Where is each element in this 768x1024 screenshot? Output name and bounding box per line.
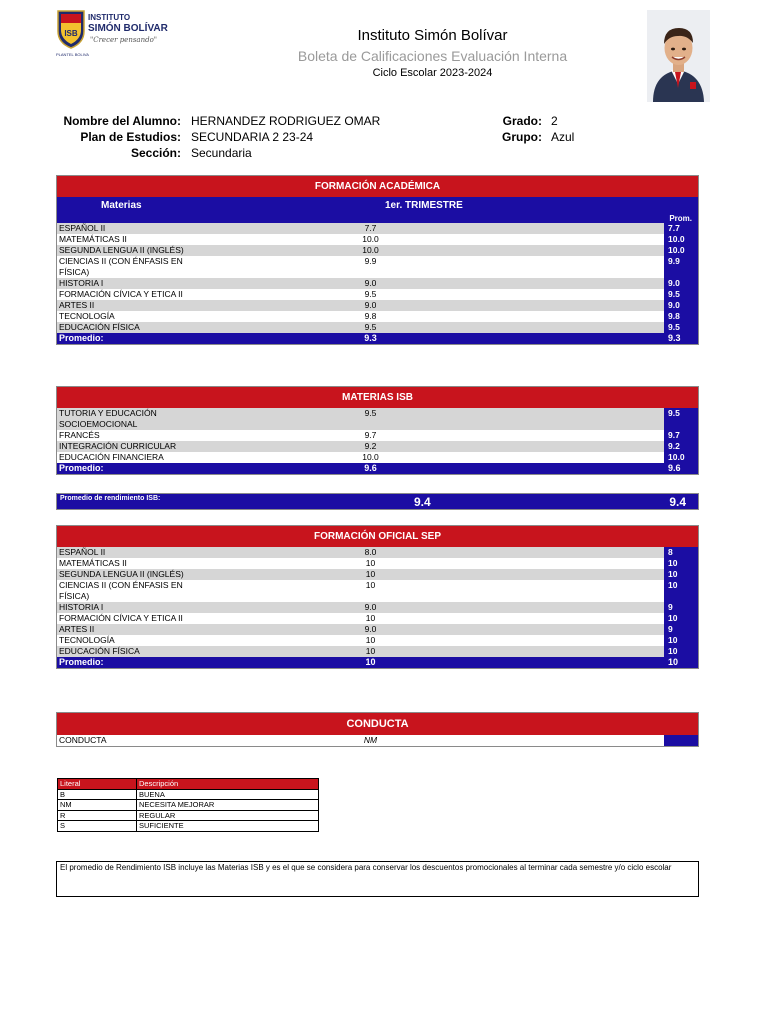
subject-average: 10 — [664, 613, 698, 624]
subject-name: HISTORIA I — [57, 278, 187, 289]
table-row — [57, 408, 698, 430]
subject-grade: 9.9 — [187, 256, 664, 278]
student-photo-drawing — [647, 10, 710, 102]
legend-row — [58, 800, 319, 811]
sep-rows — [57, 547, 698, 657]
average-prom: 9.3 — [664, 333, 698, 344]
study-plan-label: Plan de Estudios: — [80, 130, 181, 144]
conduct-table — [56, 712, 699, 747]
isb-average-row — [57, 463, 698, 474]
table-row — [57, 452, 698, 463]
table-row — [57, 613, 698, 624]
subject-name: FRANCÉS — [57, 430, 187, 441]
table-row — [57, 580, 698, 602]
table-row — [57, 635, 698, 646]
table-row — [57, 278, 698, 289]
legend-literal: NM — [58, 800, 137, 811]
table-row — [57, 223, 698, 234]
subject-name: INTEGRACIÓN CURRICULAR — [57, 441, 187, 452]
logo-line1: INSTITUTO — [88, 13, 131, 22]
conduct-value: NM — [187, 735, 664, 746]
average-value: 9.3 — [187, 333, 664, 344]
isb-note: El promedio de Rendimiento ISB incluye las Materias ISB y es el que se considera para conservar los descuentos promocionales al terminar cada semestre y/o ciclo escolar — [56, 861, 699, 897]
subject-grade: 10 — [187, 569, 664, 580]
table-row — [57, 624, 698, 635]
table-row — [57, 569, 698, 580]
subject-grade: 10 — [187, 646, 664, 657]
legend-row — [58, 789, 319, 800]
subject-name: ARTES II — [57, 624, 187, 635]
subject-name: MATEMÁTICAS II — [57, 234, 187, 245]
group-value: Azul — [551, 130, 575, 144]
subject-name: FORMACIÓN CÍVICA Y ETICA II — [57, 289, 187, 300]
legend-desc: BUENA — [137, 789, 319, 800]
subject-average: 9 — [664, 602, 698, 613]
average-label: Promedio: — [57, 333, 187, 344]
academic-average-row — [57, 333, 698, 344]
subject-name: ESPAÑOL II — [57, 547, 187, 558]
school-logo — [56, 9, 166, 59]
subject-average: 9.5 — [664, 322, 698, 333]
shield-text: ISB — [64, 29, 78, 38]
school-name: Instituto Simón Bolívar — [357, 27, 508, 44]
table-row — [57, 289, 698, 300]
section-value: Secundaria — [191, 146, 252, 160]
section-label: Sección: — [130, 146, 181, 160]
subject-average: 10 — [664, 580, 698, 602]
legend-head-desc: Descripción — [137, 779, 319, 790]
subject-name: CIENCIAS II (CON ÉNFASIS EN FÍSICA) — [57, 580, 187, 602]
sep-table-title: FORMACIÓN OFICIAL SEP — [57, 526, 698, 547]
student-name: HERNANDEZ RODRIGUEZ OMAR — [191, 114, 381, 128]
subject-name: TECNOLOGÍA — [57, 311, 187, 322]
subject-grade: 9.0 — [187, 602, 664, 613]
average-value: 10 — [187, 657, 664, 668]
student-photo — [647, 10, 710, 102]
table-row — [57, 646, 698, 657]
subject-grade: 9.0 — [187, 300, 664, 311]
average-label: Promedio: — [57, 463, 187, 474]
legend-desc: SUFICIENTE — [137, 821, 319, 832]
subject-average: 10.0 — [664, 452, 698, 463]
table-row — [57, 256, 698, 278]
isb-performance-label: Promedio de rendimiento ISB: — [60, 495, 161, 502]
subject-grade: 8.0 — [187, 547, 664, 558]
academic-table — [56, 175, 699, 345]
conduct-prom — [664, 735, 698, 746]
average-prom: 10 — [664, 657, 698, 668]
table-row — [57, 430, 698, 441]
subject-average: 9.5 — [664, 289, 698, 300]
column-materias: Materias — [101, 200, 142, 211]
table-row — [57, 602, 698, 613]
isb-rows — [57, 408, 698, 463]
student-name-label: Nombre del Alumno: — [63, 114, 181, 128]
logo-motto: "Crecer pensando" — [90, 36, 158, 44]
legend-head-literal: Literal — [58, 779, 137, 790]
legend-row — [58, 821, 319, 832]
subject-name: FORMACIÓN CÍVICA Y ETICA II — [57, 613, 187, 624]
subject-grade: 10 — [187, 558, 664, 569]
subject-average: 9.2 — [664, 441, 698, 452]
conduct-table-title: CONDUCTA — [57, 713, 698, 735]
isb-table — [56, 386, 699, 475]
subject-average: 10.0 — [664, 234, 698, 245]
shield-icon — [56, 9, 86, 49]
legend-desc: REGULAR — [137, 810, 319, 821]
subject-grade: 9.0 — [187, 278, 664, 289]
logo-plantel: PLANTEL BOLIVA — [56, 52, 89, 57]
subject-grade: 9.2 — [187, 441, 664, 452]
doc-title: Boleta de Calificaciones Evaluación Interna — [297, 48, 568, 64]
subject-average: 9.0 — [664, 278, 698, 289]
isb-performance-average — [56, 493, 699, 510]
subject-name: TUTORIA Y EDUCACIÓN SOCIOEMOCIONAL — [57, 408, 187, 430]
group-label: Grupo: — [502, 130, 542, 144]
average-value: 9.6 — [187, 463, 664, 474]
academic-column-header — [57, 197, 698, 223]
sep-table — [56, 525, 699, 669]
subject-average: 9.9 — [664, 256, 698, 278]
column-prom: Prom. — [669, 214, 692, 223]
subject-average: 10 — [664, 646, 698, 657]
table-row — [57, 234, 698, 245]
isb-performance-value: 9.4 — [414, 495, 431, 509]
subject-grade: 10.0 — [187, 234, 664, 245]
average-label: Promedio: — [57, 657, 187, 668]
subject-name: CIENCIAS II (CON ÉNFASIS EN FÍSICA) — [57, 256, 187, 278]
legend-header-row — [58, 779, 319, 790]
subject-grade: 10.0 — [187, 452, 664, 463]
subject-grade: 9.0 — [187, 624, 664, 635]
grade-label: Grado: — [502, 114, 542, 128]
subject-name: ESPAÑOL II — [57, 223, 187, 234]
table-row — [57, 441, 698, 452]
legend-table — [57, 778, 319, 832]
conduct-row — [57, 735, 698, 746]
table-row — [57, 322, 698, 333]
subject-grade: 10 — [187, 613, 664, 624]
conduct-label: CONDUCTA — [57, 735, 187, 746]
isb-performance-prom: 9.4 — [669, 495, 686, 509]
study-plan: SECUNDARIA 2 23-24 — [191, 130, 314, 144]
legend-literal: S — [58, 821, 137, 832]
grade-value: 2 — [551, 114, 558, 128]
subject-grade: 7.7 — [187, 223, 664, 234]
legend-row — [58, 810, 319, 821]
average-prom: 9.6 — [664, 463, 698, 474]
school-cycle: Ciclo Escolar 2023-2024 — [372, 67, 493, 79]
subject-name: EDUCACIÓN FINANCIERA — [57, 452, 187, 463]
subject-name: EDUCACIÓN FÍSICA — [57, 322, 187, 333]
subject-average: 9.0 — [664, 300, 698, 311]
subject-average: 10 — [664, 635, 698, 646]
subject-average: 9.8 — [664, 311, 698, 322]
subject-grade: 10 — [187, 580, 664, 602]
legend-literal: R — [58, 810, 137, 821]
subject-grade: 9.5 — [187, 408, 664, 430]
academic-table-title: FORMACIÓN ACADÉMICA — [57, 176, 698, 197]
subject-average: 10.0 — [664, 245, 698, 256]
subject-name: SEGUNDA LENGUA II (INGLÉS) — [57, 569, 187, 580]
table-row — [57, 300, 698, 311]
subject-name: TECNOLOGÍA — [57, 635, 187, 646]
subject-grade: 10 — [187, 635, 664, 646]
subject-average: 8 — [664, 547, 698, 558]
subject-grade: 9.5 — [187, 322, 664, 333]
isb-table-title: MATERIAS ISB — [57, 387, 698, 408]
subject-grade: 9.5 — [187, 289, 664, 300]
table-row — [57, 547, 698, 558]
subject-name: HISTORIA I — [57, 602, 187, 613]
legend-desc: NECESITA MEJORAR — [137, 800, 319, 811]
subject-name: SEGUNDA LENGUA II (INGLÉS) — [57, 245, 187, 256]
subject-grade: 10.0 — [187, 245, 664, 256]
table-row — [57, 245, 698, 256]
subject-name: MATEMÁTICAS II — [57, 558, 187, 569]
subject-average: 7.7 — [664, 223, 698, 234]
subject-grade: 9.8 — [187, 311, 664, 322]
table-row — [57, 558, 698, 569]
subject-name: ARTES II — [57, 300, 187, 311]
legend-literal: B — [58, 789, 137, 800]
sep-average-row — [57, 657, 698, 668]
subject-grade: 9.7 — [187, 430, 664, 441]
logo-line2: SIMÓN BOLÍVAR — [88, 23, 168, 34]
subject-average: 9.7 — [664, 430, 698, 441]
column-trimestre: 1er. TRIMESTRE — [385, 200, 463, 211]
subject-average: 9 — [664, 624, 698, 635]
subject-average: 10 — [664, 558, 698, 569]
table-row — [57, 311, 698, 322]
academic-rows — [57, 223, 698, 333]
subject-name: EDUCACIÓN FÍSICA — [57, 646, 187, 657]
subject-average: 9.5 — [664, 408, 698, 430]
subject-average: 10 — [664, 569, 698, 580]
